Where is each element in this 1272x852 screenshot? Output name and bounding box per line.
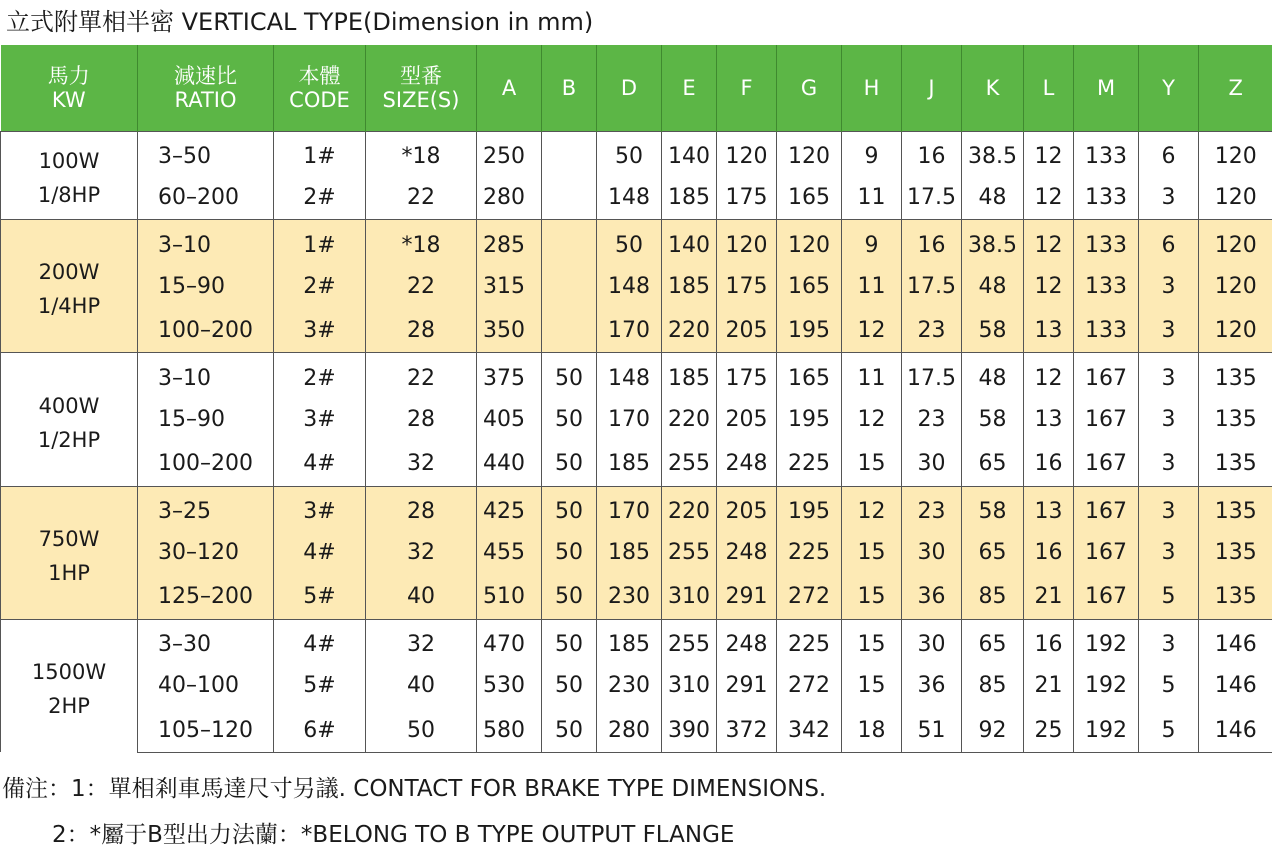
dim-cell: 230 <box>597 575 662 619</box>
table-row <box>1 708 1272 752</box>
dim-cell: 205 <box>717 397 777 441</box>
code-cell: 4# <box>274 442 366 486</box>
dim-cell: 50 <box>597 131 662 175</box>
dim-cell: 220 <box>662 486 717 530</box>
dim-cell: 50 <box>542 575 597 619</box>
dim-cell: 272 <box>777 575 842 619</box>
header-dim-g: G <box>777 45 842 131</box>
note-flange: 2：*屬于B型出力法蘭：*BELONG TO B TYPE OUTPUT FLANGE <box>52 818 734 852</box>
dim-cell: 6 <box>1139 220 1199 264</box>
table-row <box>1 131 1272 175</box>
dim-cell: 65 <box>962 442 1024 486</box>
dim-cell: 50 <box>542 664 597 708</box>
dim-cell: 12 <box>842 309 902 353</box>
dim-cell: 192 <box>1074 708 1139 752</box>
dim-cell: 175 <box>717 175 777 219</box>
dim-cell: 280 <box>597 708 662 752</box>
size-cell: 32 <box>366 531 477 575</box>
dimension-table <box>0 45 1272 753</box>
code-cell: 1# <box>274 220 366 264</box>
header-dim-l: L <box>1024 45 1074 131</box>
dim-cell: 205 <box>717 486 777 530</box>
dim-cell: 18 <box>842 708 902 752</box>
dim-cell: 5 <box>1139 664 1199 708</box>
dim-cell: 12 <box>1024 131 1074 175</box>
page-title: 立式附單相半密 VERTICAL TYPE(Dimension in mm) <box>6 2 593 42</box>
dim-cell: 133 <box>1074 131 1139 175</box>
dim-cell: 12 <box>842 486 902 530</box>
table-header-row <box>1 45 1272 131</box>
dim-cell: 120 <box>717 131 777 175</box>
header-dim-k: K <box>962 45 1024 131</box>
table-row <box>1 531 1272 575</box>
table-row <box>1 175 1272 219</box>
dim-cell: 148 <box>597 264 662 308</box>
dim-cell: 120 <box>717 220 777 264</box>
dim-cell: 36 <box>902 664 962 708</box>
ratio-cell: 100–200 <box>138 309 274 353</box>
dim-cell: 255 <box>662 531 717 575</box>
dim-cell: 30 <box>902 531 962 575</box>
dim-cell: 220 <box>662 309 717 353</box>
ratio-cell: 30–120 <box>138 531 274 575</box>
dim-cell: 23 <box>902 486 962 530</box>
header-code: 本體 CODE <box>274 45 366 131</box>
dim-cell: 510 <box>477 575 542 619</box>
ratio-cell: 40–100 <box>138 664 274 708</box>
dim-cell: 255 <box>662 619 717 663</box>
code-cell: 3# <box>274 397 366 441</box>
dim-cell: 133 <box>1074 175 1139 219</box>
dim-cell: 12 <box>1024 264 1074 308</box>
code-cell: 3# <box>274 309 366 353</box>
size-cell: *18 <box>366 131 477 175</box>
header-dim-a: A <box>477 45 542 131</box>
dim-cell: 291 <box>717 575 777 619</box>
dim-cell: 16 <box>1024 619 1074 663</box>
dim-cell: 135 <box>1199 486 1272 530</box>
size-cell: 22 <box>366 264 477 308</box>
dim-cell: 185 <box>662 175 717 219</box>
dim-cell: 13 <box>1024 309 1074 353</box>
dim-cell: 3 <box>1139 397 1199 441</box>
code-cell: 5# <box>274 664 366 708</box>
dim-cell: 65 <box>962 531 1024 575</box>
dim-cell: 291 <box>717 664 777 708</box>
dim-cell: 30 <box>902 442 962 486</box>
size-cell: 40 <box>366 575 477 619</box>
dim-cell: 185 <box>662 353 717 397</box>
dim-cell: 11 <box>842 353 902 397</box>
dim-cell: 375 <box>477 353 542 397</box>
ratio-cell: 100–200 <box>138 442 274 486</box>
dim-cell: 15 <box>842 575 902 619</box>
dim-cell: 50 <box>542 353 597 397</box>
dim-cell: 11 <box>842 175 902 219</box>
ratio-cell: 105–120 <box>138 708 274 752</box>
dim-cell: 140 <box>662 220 717 264</box>
dim-cell: 192 <box>1074 619 1139 663</box>
dim-cell: 133 <box>1074 220 1139 264</box>
table-row <box>1 486 1272 530</box>
dim-cell: 195 <box>777 397 842 441</box>
table-row <box>1 264 1272 308</box>
dim-cell <box>542 309 597 353</box>
dim-cell: 16 <box>902 220 962 264</box>
dim-cell: 50 <box>542 397 597 441</box>
dim-cell: 15 <box>842 442 902 486</box>
dim-cell: 192 <box>1074 664 1139 708</box>
size-cell: 22 <box>366 175 477 219</box>
header-dim-e: E <box>662 45 717 131</box>
dim-cell: 3 <box>1139 353 1199 397</box>
dim-cell: 425 <box>477 486 542 530</box>
dim-cell: 16 <box>1024 442 1074 486</box>
dim-cell: 405 <box>477 397 542 441</box>
dim-cell: 285 <box>477 220 542 264</box>
size-cell: 40 <box>366 664 477 708</box>
code-cell: 1# <box>274 131 366 175</box>
table-row <box>1 575 1272 619</box>
dim-cell: 248 <box>717 619 777 663</box>
dim-cell: 5 <box>1139 575 1199 619</box>
dim-cell: 120 <box>1199 175 1272 219</box>
code-cell: 2# <box>274 175 366 219</box>
dim-cell: 175 <box>717 264 777 308</box>
size-cell: 50 <box>366 708 477 752</box>
dim-cell: 580 <box>477 708 542 752</box>
dim-cell: 310 <box>662 664 717 708</box>
dim-cell: 50 <box>542 619 597 663</box>
size-cell: 22 <box>366 353 477 397</box>
dim-cell: 530 <box>477 664 542 708</box>
header-dim-b: B <box>542 45 597 131</box>
dim-cell: 220 <box>662 397 717 441</box>
dim-cell: 51 <box>902 708 962 752</box>
code-cell: 5# <box>274 575 366 619</box>
code-cell: 6# <box>274 708 366 752</box>
header-dim-y: Y <box>1139 45 1199 131</box>
power-cell: 200W 1/4HP <box>1 220 138 353</box>
dim-cell <box>542 131 597 175</box>
ratio-cell: 60–200 <box>138 175 274 219</box>
dim-cell: 165 <box>777 175 842 219</box>
dim-cell: 50 <box>542 531 597 575</box>
dim-cell: 85 <box>962 575 1024 619</box>
dim-cell: 9 <box>842 131 902 175</box>
ratio-cell: 3–10 <box>138 353 274 397</box>
dim-cell: 92 <box>962 708 1024 752</box>
dim-cell: 120 <box>777 131 842 175</box>
dim-cell: 167 <box>1074 442 1139 486</box>
dim-cell: 15 <box>842 664 902 708</box>
power-group <box>1 353 1272 486</box>
code-cell: 2# <box>274 264 366 308</box>
dim-cell: 15 <box>842 531 902 575</box>
header-dim-z: Z <box>1199 45 1272 131</box>
header-dim-j: J <box>902 45 962 131</box>
table-row <box>1 397 1272 441</box>
dim-cell: 390 <box>662 708 717 752</box>
dim-cell: 16 <box>902 131 962 175</box>
code-cell: 3# <box>274 486 366 530</box>
dim-cell: 315 <box>477 264 542 308</box>
dim-cell: 11 <box>842 264 902 308</box>
dim-cell: 230 <box>597 664 662 708</box>
dim-cell: 21 <box>1024 575 1074 619</box>
dim-cell: 195 <box>777 309 842 353</box>
dim-cell: 167 <box>1074 353 1139 397</box>
ratio-cell: 3–10 <box>138 220 274 264</box>
header-dim-m: M <box>1074 45 1139 131</box>
dim-cell: 165 <box>777 264 842 308</box>
dim-cell: 248 <box>717 531 777 575</box>
power-cell: 750W 1HP <box>1 486 138 619</box>
dim-cell: 3 <box>1139 442 1199 486</box>
dim-cell: 185 <box>597 442 662 486</box>
ratio-cell: 15–90 <box>138 264 274 308</box>
dim-cell: 248 <box>717 442 777 486</box>
dim-cell: 120 <box>1199 131 1272 175</box>
dim-cell: 36 <box>902 575 962 619</box>
dim-cell: 25 <box>1024 708 1074 752</box>
dim-cell: 195 <box>777 486 842 530</box>
power-group <box>1 131 1272 220</box>
dim-cell: 3 <box>1139 486 1199 530</box>
header-power: 馬力 KW <box>1 45 138 131</box>
dim-cell: 170 <box>597 309 662 353</box>
dim-cell: 30 <box>902 619 962 663</box>
dim-cell: 21 <box>1024 664 1074 708</box>
dim-cell: 167 <box>1074 397 1139 441</box>
dim-cell: 12 <box>1024 220 1074 264</box>
dim-cell: 38.5 <box>962 220 1024 264</box>
table-row <box>1 309 1272 353</box>
dim-cell: 65 <box>962 619 1024 663</box>
header-dim-h: H <box>842 45 902 131</box>
header-dim-f: F <box>717 45 777 131</box>
dim-cell: 167 <box>1074 486 1139 530</box>
header-dim-d: D <box>597 45 662 131</box>
dim-cell: 167 <box>1074 575 1139 619</box>
dim-cell: 120 <box>777 220 842 264</box>
dim-cell: 17.5 <box>902 175 962 219</box>
dim-cell <box>542 264 597 308</box>
dim-cell: 58 <box>962 486 1024 530</box>
dim-cell: 185 <box>662 264 717 308</box>
dim-cell: 185 <box>597 531 662 575</box>
size-cell: 28 <box>366 309 477 353</box>
ratio-cell: 15–90 <box>138 397 274 441</box>
table-row <box>1 220 1272 264</box>
dim-cell: 255 <box>662 442 717 486</box>
size-cell: 28 <box>366 397 477 441</box>
header-ratio: 減速比 RATIO <box>138 45 274 131</box>
size-cell: *18 <box>366 220 477 264</box>
dim-cell: 3 <box>1139 309 1199 353</box>
dim-cell: 13 <box>1024 486 1074 530</box>
dim-cell: 38.5 <box>962 131 1024 175</box>
dim-cell <box>542 220 597 264</box>
dim-cell: 310 <box>662 575 717 619</box>
dim-cell: 272 <box>777 664 842 708</box>
ratio-cell: 3–50 <box>138 131 274 175</box>
dim-cell: 58 <box>962 397 1024 441</box>
dim-cell: 225 <box>777 619 842 663</box>
dim-cell: 148 <box>597 353 662 397</box>
ratio-cell: 3–30 <box>138 619 274 663</box>
power-cell: 400W 1/2HP <box>1 353 138 486</box>
dim-cell <box>542 175 597 219</box>
dim-cell: 146 <box>1199 664 1272 708</box>
table-row <box>1 442 1272 486</box>
dim-cell: 146 <box>1199 619 1272 663</box>
header-size: 型番 SIZE(S) <box>366 45 477 131</box>
dim-cell: 170 <box>597 486 662 530</box>
dim-cell: 48 <box>962 353 1024 397</box>
size-cell: 32 <box>366 442 477 486</box>
dim-cell: 50 <box>542 486 597 530</box>
dim-cell: 146 <box>1199 708 1272 752</box>
dim-cell: 48 <box>962 175 1024 219</box>
dim-cell: 372 <box>717 708 777 752</box>
power-group <box>1 220 1272 353</box>
dim-cell: 140 <box>662 131 717 175</box>
table-row <box>1 664 1272 708</box>
dim-cell: 9 <box>842 220 902 264</box>
dim-cell: 148 <box>597 175 662 219</box>
dim-cell: 13 <box>1024 397 1074 441</box>
table-row <box>1 619 1272 663</box>
dim-cell: 133 <box>1074 264 1139 308</box>
dim-cell: 185 <box>597 619 662 663</box>
dim-cell: 17.5 <box>902 264 962 308</box>
dim-cell: 135 <box>1199 353 1272 397</box>
dim-cell: 205 <box>717 309 777 353</box>
table-row <box>1 353 1272 397</box>
dim-cell: 5 <box>1139 708 1199 752</box>
dim-cell: 225 <box>777 442 842 486</box>
dim-cell: 50 <box>597 220 662 264</box>
dim-cell: 225 <box>777 531 842 575</box>
code-cell: 2# <box>274 353 366 397</box>
dim-cell: 48 <box>962 264 1024 308</box>
dim-cell: 470 <box>477 619 542 663</box>
dim-cell: 175 <box>717 353 777 397</box>
size-cell: 32 <box>366 619 477 663</box>
dim-cell: 50 <box>542 442 597 486</box>
dim-cell: 135 <box>1199 531 1272 575</box>
dim-cell: 165 <box>777 353 842 397</box>
dim-cell: 135 <box>1199 442 1272 486</box>
dim-cell: 23 <box>902 309 962 353</box>
code-cell: 4# <box>274 619 366 663</box>
dim-cell: 3 <box>1139 619 1199 663</box>
note-brake: 備注：1：單相剎車馬達尺寸另議. CONTACT FOR BRAKE TYPE DIMENSIONS. <box>2 772 826 806</box>
dim-cell: 133 <box>1074 309 1139 353</box>
dim-cell: 280 <box>477 175 542 219</box>
dim-cell: 440 <box>477 442 542 486</box>
dim-cell: 455 <box>477 531 542 575</box>
dim-cell: 135 <box>1199 397 1272 441</box>
dim-cell: 12 <box>1024 175 1074 219</box>
dim-cell: 3 <box>1139 531 1199 575</box>
dim-cell: 16 <box>1024 531 1074 575</box>
dim-cell: 12 <box>1024 353 1074 397</box>
dim-cell: 50 <box>542 708 597 752</box>
dim-cell: 23 <box>902 397 962 441</box>
dim-cell: 17.5 <box>902 353 962 397</box>
dim-cell: 58 <box>962 309 1024 353</box>
power-cell: 100W 1/8HP <box>1 131 138 220</box>
dim-cell: 167 <box>1074 531 1139 575</box>
dim-cell: 6 <box>1139 131 1199 175</box>
ratio-cell: 125–200 <box>138 575 274 619</box>
dim-cell: 135 <box>1199 575 1272 619</box>
dim-cell: 85 <box>962 664 1024 708</box>
dim-cell: 12 <box>842 397 902 441</box>
code-cell: 4# <box>274 531 366 575</box>
dim-cell: 170 <box>597 397 662 441</box>
dim-cell: 120 <box>1199 220 1272 264</box>
dim-cell: 3 <box>1139 175 1199 219</box>
power-group <box>1 619 1272 752</box>
size-cell: 28 <box>366 486 477 530</box>
power-group <box>1 486 1272 619</box>
dim-cell: 3 <box>1139 264 1199 308</box>
dim-cell: 15 <box>842 619 902 663</box>
ratio-cell: 3–25 <box>138 486 274 530</box>
dim-cell: 120 <box>1199 309 1272 353</box>
dim-cell: 342 <box>777 708 842 752</box>
dim-cell: 350 <box>477 309 542 353</box>
dim-cell: 120 <box>1199 264 1272 308</box>
power-cell: 1500W 2HP <box>1 619 138 752</box>
dim-cell: 250 <box>477 131 542 175</box>
